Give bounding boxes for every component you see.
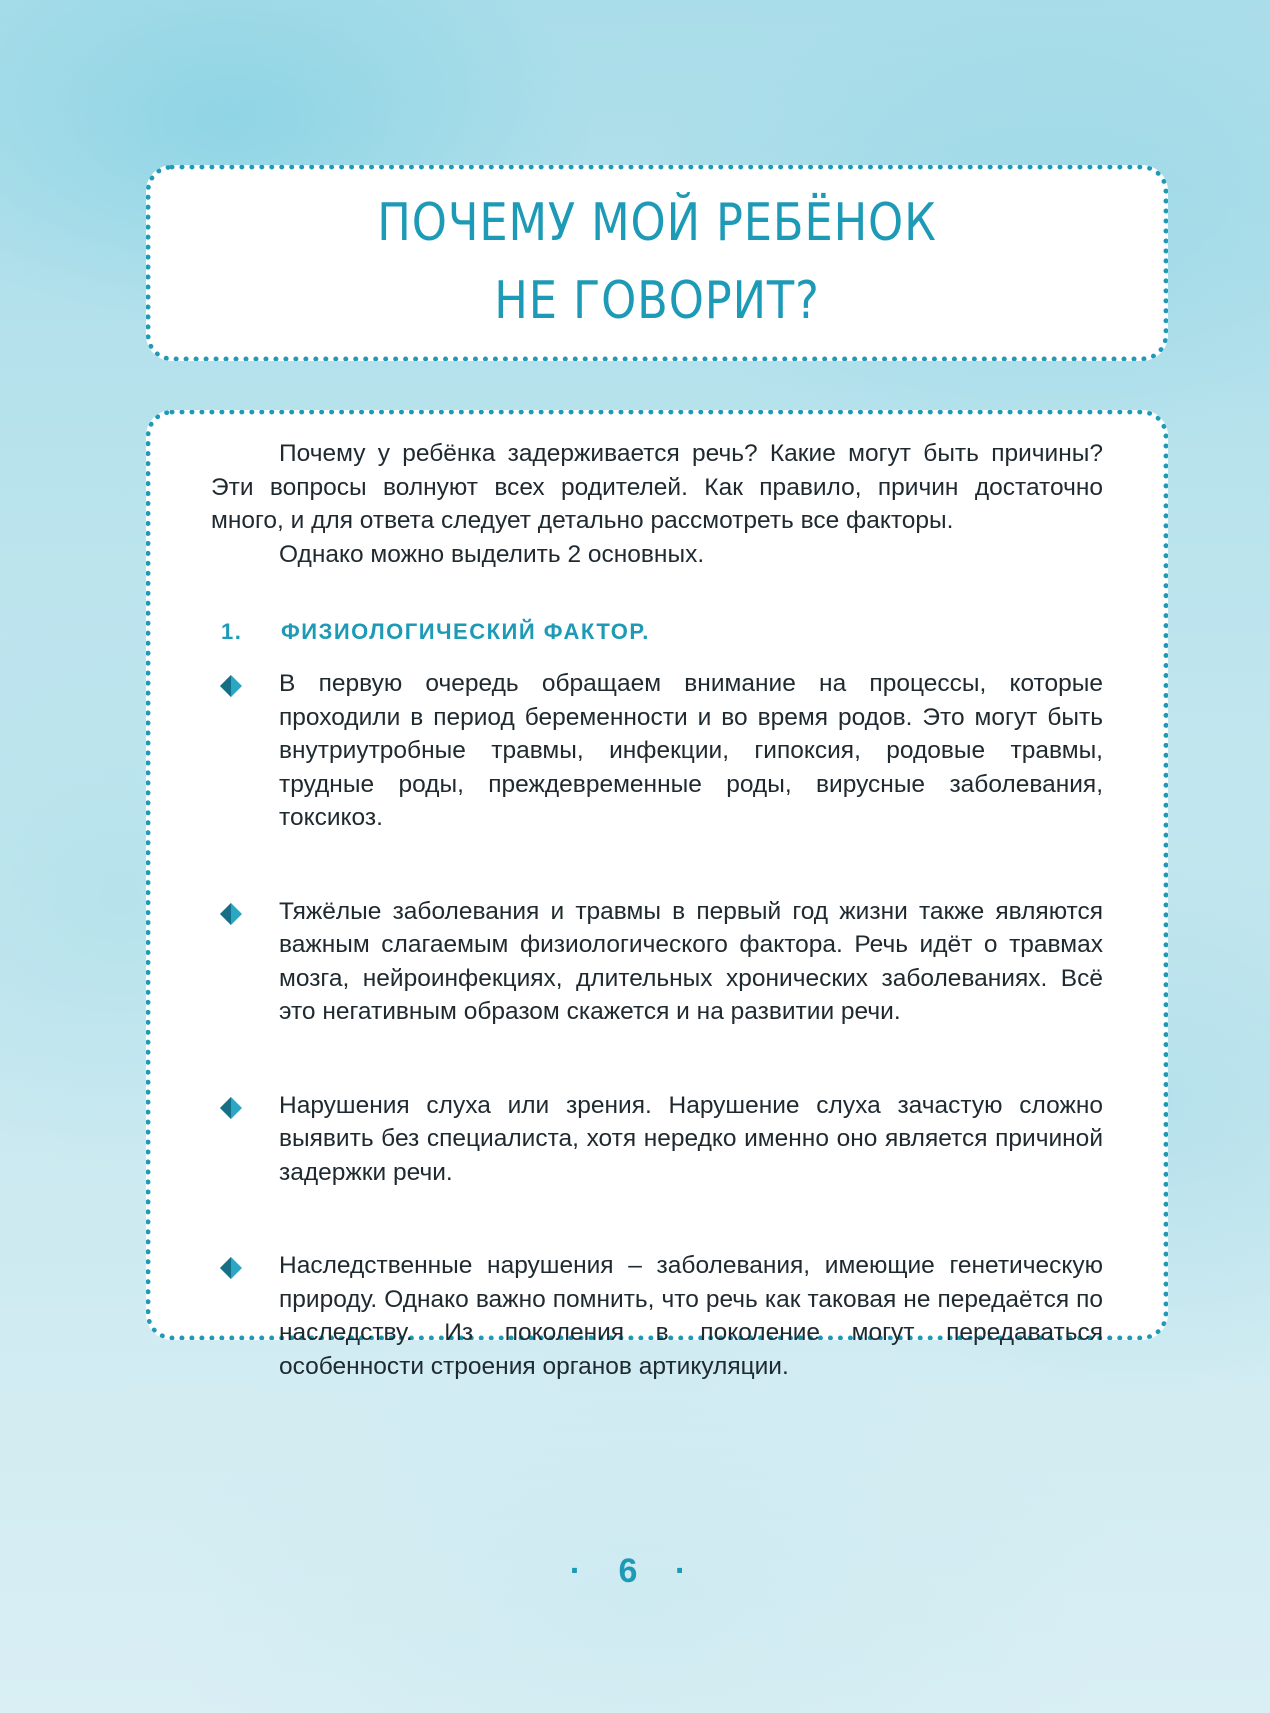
- list-item: [211, 1249, 1103, 1383]
- diamond-bullet-icon: [219, 674, 243, 698]
- list-item-text: Нарушения слуха или зрения. Нарушение слуха зачастую сложно выявить без специалиста, хотя нередко именно оно является причиной задержки речи.: [279, 1091, 1103, 1186]
- list-item-text: В первую очередь обращаем внимание на процессы, которые проходили в период беременности и во время родов. Это могут быть внутриутробные травмы, инфекции, гипоксия, родовые травмы, трудные роды, преждевременные роды, вирусные заболевания, токсикоз.: [279, 670, 1103, 831]
- section-number: 1.: [221, 619, 243, 644]
- list-item: [211, 895, 1103, 1029]
- section-heading: [211, 619, 1103, 645]
- content-panel: [146, 410, 1168, 1380]
- diamond-bullet-icon: [219, 902, 243, 926]
- list-item-text: Тяжёлые заболевания и травмы в первый год жизни также являются важным слагаемым физиологического фактора. Речь идёт о травмах мозга, нейроинфекциях, длительных хронических заболеваниях. Всё это негативным образом скажется и на развитии речи.: [279, 897, 1103, 1025]
- intro-paragraph-2: Однако можно выделить 2 основных.: [279, 540, 705, 568]
- list-item-text: Наследственные нарушения – заболевания, имеющие генетическую природу. Однако важно помнить, что речь как таковая не передаётся по наследству. Из поколения в поколение могут передаваться особенности строения органов артикуляции.: [279, 1252, 1103, 1380]
- page-number: · 6 ·: [569, 1552, 701, 1590]
- diamond-bullet-icon: [219, 1256, 243, 1280]
- section-title: ФИЗИОЛОГИЧЕСКИЙ ФАКТОР.: [281, 619, 650, 644]
- page-title: [222, 170, 1092, 340]
- intro-paragraph-1: Почему у ребёнка задерживается речь? Какие могут быть причины? Эти вопросы волнуют всех родителей. Как правило, причин достаточно много, и для ответа следует детально рассмотреть все факторы.: [211, 440, 1103, 534]
- list-item: [211, 1089, 1103, 1190]
- title-line-1: ПОЧЕМУ МОЙ РЕБЁНОК: [377, 193, 937, 253]
- title-panel: [146, 165, 1168, 361]
- diamond-bullet-icon: [219, 1096, 243, 1120]
- title-line-2: НЕ ГОВОРИТ?: [494, 271, 820, 331]
- content-body: [211, 437, 1103, 1383]
- bullet-list: [211, 667, 1103, 1383]
- list-item: [211, 667, 1103, 835]
